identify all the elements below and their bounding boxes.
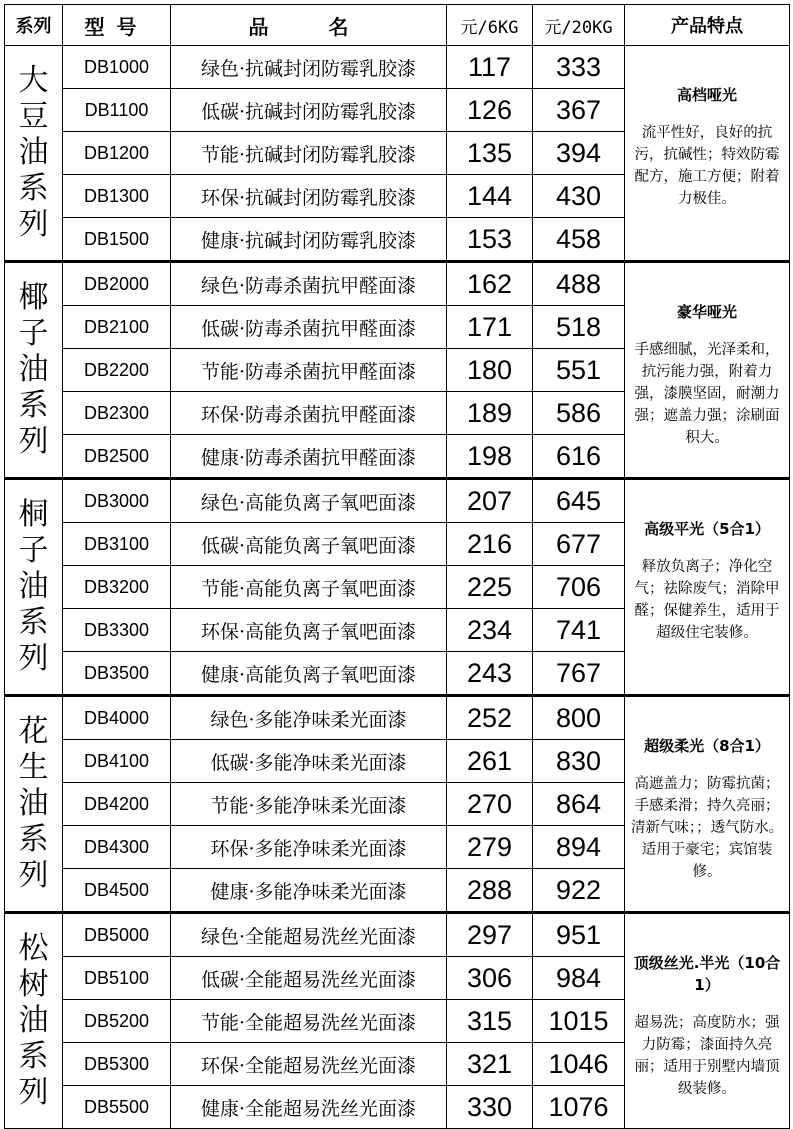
series-label: 大豆油系列 (18, 63, 49, 242)
model-cell: DB2300 (63, 392, 171, 435)
price-20kg-cell: 706 (533, 566, 625, 609)
table-row (5, 913, 790, 957)
model-cell: DB5000 (63, 913, 171, 957)
header-features: 产品特点 (625, 5, 790, 46)
price-6kg-cell: 171 (447, 306, 533, 349)
price-20kg-cell: 616 (533, 435, 625, 479)
model-cell: DB2100 (63, 306, 171, 349)
table-row (5, 46, 790, 89)
price-6kg-cell: 216 (447, 523, 533, 566)
series-label: 花生油系列 (18, 714, 49, 893)
feature-title: 超级柔光（8合1） (644, 737, 770, 755)
series-label: 松树油系列 (18, 931, 49, 1110)
header-row (5, 5, 790, 46)
model-cell: DB4300 (63, 826, 171, 869)
price-6kg-cell: 321 (447, 1043, 533, 1086)
price-20kg-cell: 767 (533, 652, 625, 696)
model-cell: DB5500 (63, 1086, 171, 1129)
table-row (5, 262, 790, 306)
model-cell: DB5100 (63, 957, 171, 1000)
features-cell (625, 913, 790, 1129)
series-cell (5, 913, 63, 1129)
series-label: 桐子油系列 (18, 497, 49, 676)
model-cell: DB3300 (63, 609, 171, 652)
price-20kg-cell: 430 (533, 175, 625, 218)
feature-description: 超易洗；高度防水；强力防霉；漆面持久亮丽；适用于别墅内墙顶级装修。 (634, 1015, 780, 1097)
price-20kg-cell: 333 (533, 46, 625, 89)
feature-description: 手感细腻，光泽柔和，抗污能力强，附着力强，漆膜坚固，耐潮力强；遮盖力强；涂刷面积大。 (634, 342, 780, 446)
product-name-cell: 绿色·全能超易洗丝光面漆 (171, 913, 447, 957)
price-6kg-cell: 225 (447, 566, 533, 609)
product-name-cell: 节能·抗碱封闭防霉乳胶漆 (171, 132, 447, 175)
product-name-cell: 健康·抗碱封闭防霉乳胶漆 (171, 218, 447, 262)
price-6kg-cell: 315 (447, 1000, 533, 1043)
price-6kg-cell: 270 (447, 783, 533, 826)
price-20kg-cell: 1015 (533, 1000, 625, 1043)
model-cell: DB5200 (63, 1000, 171, 1043)
product-name-cell: 节能·防毒杀菌抗甲醛面漆 (171, 349, 447, 392)
price-6kg-cell: 279 (447, 826, 533, 869)
model-cell: DB1300 (63, 175, 171, 218)
price-6kg-cell: 261 (447, 740, 533, 783)
features-cell (625, 262, 790, 479)
model-cell: DB1500 (63, 218, 171, 262)
price-6kg-cell: 207 (447, 479, 533, 523)
header-name: 品名 (171, 5, 447, 46)
price-6kg-cell: 126 (447, 89, 533, 132)
price-20kg-cell: 1076 (533, 1086, 625, 1129)
price-20kg-cell: 677 (533, 523, 625, 566)
table-row (5, 696, 790, 740)
features-cell (625, 46, 790, 262)
product-name-cell: 健康·防毒杀菌抗甲醛面漆 (171, 435, 447, 479)
price-6kg-cell: 162 (447, 262, 533, 306)
price-20kg-cell: 1046 (533, 1043, 625, 1086)
header-model: 型号 (63, 5, 171, 46)
price-20kg-cell: 894 (533, 826, 625, 869)
price-6kg-cell: 330 (447, 1086, 533, 1129)
product-name-cell: 健康·全能超易洗丝光面漆 (171, 1086, 447, 1129)
features-cell (625, 479, 790, 696)
price-20kg-cell: 367 (533, 89, 625, 132)
model-cell: DB1000 (63, 46, 171, 89)
product-name-cell: 环保·高能负离子氧吧面漆 (171, 609, 447, 652)
table-row (5, 479, 790, 523)
model-cell: DB3500 (63, 652, 171, 696)
model-cell: DB4200 (63, 783, 171, 826)
price-20kg-cell: 394 (533, 132, 625, 175)
price-6kg-cell: 144 (447, 175, 533, 218)
price-6kg-cell: 153 (447, 218, 533, 262)
product-name-cell: 环保·多能净味柔光面漆 (171, 826, 447, 869)
model-cell: DB3000 (63, 479, 171, 523)
model-cell: DB2200 (63, 349, 171, 392)
price-6kg-cell: 306 (447, 957, 533, 1000)
price-20kg-cell: 488 (533, 262, 625, 306)
series-cell (5, 696, 63, 913)
price-20kg-cell: 922 (533, 869, 625, 913)
price-6kg-cell: 243 (447, 652, 533, 696)
price-6kg-cell: 252 (447, 696, 533, 740)
product-name-cell: 环保·防毒杀菌抗甲醛面漆 (171, 392, 447, 435)
model-cell: DB2000 (63, 262, 171, 306)
model-cell: DB3100 (63, 523, 171, 566)
price-6kg-cell: 288 (447, 869, 533, 913)
product-name-cell: 低碳·高能负离子氧吧面漆 (171, 523, 447, 566)
series-cell (5, 479, 63, 696)
product-name-cell: 低碳·全能超易洗丝光面漆 (171, 957, 447, 1000)
product-name-cell: 绿色·高能负离子氧吧面漆 (171, 479, 447, 523)
price-6kg-cell: 135 (447, 132, 533, 175)
price-20kg-cell: 800 (533, 696, 625, 740)
header-price-20kg: 元/20KG (533, 5, 625, 46)
series-label: 椰子油系列 (18, 280, 49, 459)
product-name-cell: 绿色·防毒杀菌抗甲醛面漆 (171, 262, 447, 306)
price-20kg-cell: 518 (533, 306, 625, 349)
price-6kg-cell: 297 (447, 913, 533, 957)
price-table (4, 4, 790, 1129)
product-name-cell: 低碳·防毒杀菌抗甲醛面漆 (171, 306, 447, 349)
product-name-cell: 健康·高能负离子氧吧面漆 (171, 652, 447, 696)
header-price-6kg: 元/6KG (447, 5, 533, 46)
model-cell: DB5300 (63, 1043, 171, 1086)
model-cell: DB1200 (63, 132, 171, 175)
price-20kg-cell: 830 (533, 740, 625, 783)
feature-title: 高级平光（5合1） (644, 520, 770, 538)
product-name-cell: 低碳·多能净味柔光面漆 (171, 740, 447, 783)
feature-title: 豪华哑光 (676, 303, 737, 321)
product-name-cell: 绿色·多能净味柔光面漆 (171, 696, 447, 740)
price-6kg-cell: 180 (447, 349, 533, 392)
product-name-cell: 低碳·抗碱封闭防霉乳胶漆 (171, 89, 447, 132)
product-name-cell: 环保·全能超易洗丝光面漆 (171, 1043, 447, 1086)
feature-title: 高档哑光 (676, 86, 737, 104)
feature-title: 顶级丝光.半光（10合1） (633, 954, 781, 994)
product-name-cell: 节能·多能净味柔光面漆 (171, 783, 447, 826)
feature-description: 高遮盖力；防霉抗菌；手感柔滑；持久亮丽；清新气味；；透气防水。适用于豪宅；宾馆装修。 (630, 776, 784, 880)
price-6kg-cell: 234 (447, 609, 533, 652)
price-20kg-cell: 645 (533, 479, 625, 523)
model-cell: DB4000 (63, 696, 171, 740)
feature-description: 释放负离子；净化空气；祛除废气；消除甲醛；保健养生，适用于超级住宅装修。 (634, 559, 780, 641)
product-name-cell: 绿色·抗碱封闭防霉乳胶漆 (171, 46, 447, 89)
product-name-cell: 节能·高能负离子氧吧面漆 (171, 566, 447, 609)
product-name-cell: 节能·全能超易洗丝光面漆 (171, 1000, 447, 1043)
feature-description: 流平性好，良好的抗污，抗碱性；特效防霉配方，施工方便；附着力极佳。 (634, 125, 780, 207)
series-cell (5, 46, 63, 262)
series-cell (5, 262, 63, 479)
model-cell: DB1100 (63, 89, 171, 132)
price-6kg-cell: 117 (447, 46, 533, 89)
price-6kg-cell: 198 (447, 435, 533, 479)
product-name-cell: 健康·多能净味柔光面漆 (171, 869, 447, 913)
price-20kg-cell: 551 (533, 349, 625, 392)
header-series: 系列 (5, 5, 63, 46)
price-20kg-cell: 951 (533, 913, 625, 957)
product-name-cell: 环保·抗碱封闭防霉乳胶漆 (171, 175, 447, 218)
price-20kg-cell: 984 (533, 957, 625, 1000)
model-cell: DB4100 (63, 740, 171, 783)
price-20kg-cell: 458 (533, 218, 625, 262)
price-20kg-cell: 741 (533, 609, 625, 652)
price-20kg-cell: 864 (533, 783, 625, 826)
model-cell: DB2500 (63, 435, 171, 479)
price-6kg-cell: 189 (447, 392, 533, 435)
price-20kg-cell: 586 (533, 392, 625, 435)
features-cell (625, 696, 790, 913)
model-cell: DB3200 (63, 566, 171, 609)
model-cell: DB4500 (63, 869, 171, 913)
